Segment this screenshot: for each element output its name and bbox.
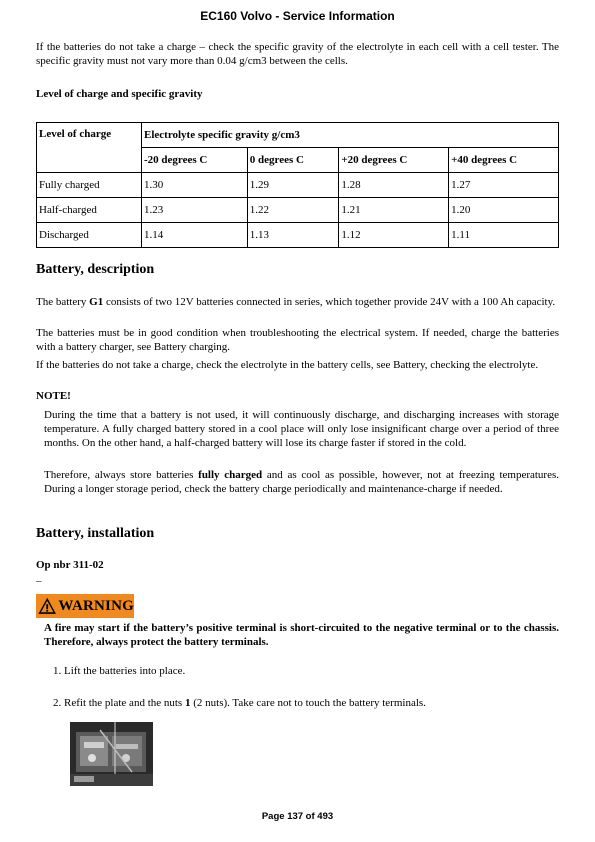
table-cell: 1.27 xyxy=(449,173,559,198)
warning-triangle-icon xyxy=(38,596,56,616)
page-header: EC160 Volvo - Service Information xyxy=(200,9,395,23)
warning-text: A fire may start if the battery’s positive terminal is short-circuited to the negative terminal or to the chassis. Therefore, always protect the battery terminals. xyxy=(44,622,559,648)
table-cell: 1.28 xyxy=(339,173,449,198)
table-cell: 1.23 xyxy=(142,198,248,223)
table-row xyxy=(37,173,559,198)
table-cell: 1.22 xyxy=(247,198,339,223)
table-cell: 1.21 xyxy=(339,198,449,223)
table-cell: 1.12 xyxy=(339,223,449,248)
note-paragraph-2: Therefore, always store batteries fully charged and as cool as possible, however, not at freezing temperatures. During a longer storage period, check the battery charge periodically and maintenance-charge if needed. xyxy=(44,469,560,495)
table-cell: 1.14 xyxy=(142,223,248,248)
table-row xyxy=(37,198,559,223)
table-row xyxy=(37,223,559,248)
page-footer: Page 137 of 493 xyxy=(261,811,334,822)
temp-header: -20 degrees C xyxy=(142,148,248,173)
warning-label: WARNING xyxy=(58,597,134,614)
row-label: Half-charged xyxy=(37,198,142,223)
intro-paragraph: If the batteries do not take a charge – check the specific gravity of the electrolyte in each cell with a cell tester. The specific gravity must not vary more than 0.04 g/cm3 between the cells. xyxy=(36,41,559,67)
op-number: Op nbr 311-02 xyxy=(36,559,104,571)
col-header-level: Level of charge xyxy=(37,123,142,173)
table-title: Level of charge and specific gravity xyxy=(36,88,203,100)
specific-gravity-table xyxy=(36,122,559,248)
section-title-installation: Battery, installation xyxy=(36,526,155,541)
warning-banner xyxy=(36,594,134,618)
row-label: Discharged xyxy=(37,223,142,248)
description-paragraph-2: The batteries must be in good condition when troubleshooting the electrical system. If needed, charge the batteries with a battery charger, see Battery charging. xyxy=(36,327,559,353)
table-cell: 1.13 xyxy=(247,223,339,248)
step-1: 1. Lift the batteries into place. xyxy=(53,665,186,677)
note-label: NOTE! xyxy=(36,390,71,402)
group-header: Electrolyte specific gravity g/cm3 xyxy=(142,123,559,148)
table-cell: 1.29 xyxy=(247,173,339,198)
step-2: 2. Refit the plate and the nuts 1 (2 nuts). Take care not to touch the battery terminals. xyxy=(53,697,426,709)
temp-header: +40 degrees C xyxy=(449,148,559,173)
dash-line: – xyxy=(36,575,42,587)
table-cell: 1.30 xyxy=(142,173,248,198)
table-cell: 1.11 xyxy=(449,223,559,248)
battery-installation-photo xyxy=(70,722,153,786)
description-paragraph-1: The battery G1 consists of two 12V batteries connected in series, which together provide 24V with a 100 Ah capacity. xyxy=(36,296,556,308)
temp-header: +20 degrees C xyxy=(339,148,449,173)
description-paragraph-3: If the batteries do not take a charge, check the electrolyte in the battery cells, see Battery, checking the electrolyte. xyxy=(36,359,539,371)
temp-header: 0 degrees C xyxy=(247,148,339,173)
section-title-description: Battery, description xyxy=(36,262,155,277)
row-label: Fully charged xyxy=(37,173,142,198)
table-cell: 1.20 xyxy=(449,198,559,223)
note-paragraph-1: During the time that a battery is not used, it will continuously discharge, and discharging increases with storage temperature. A fully charged battery stored in a cool place will only lose insignificant charge over a period of three months. On the other hand, a half-charged battery will lose its charge faster if stored in the cold. xyxy=(44,409,559,449)
